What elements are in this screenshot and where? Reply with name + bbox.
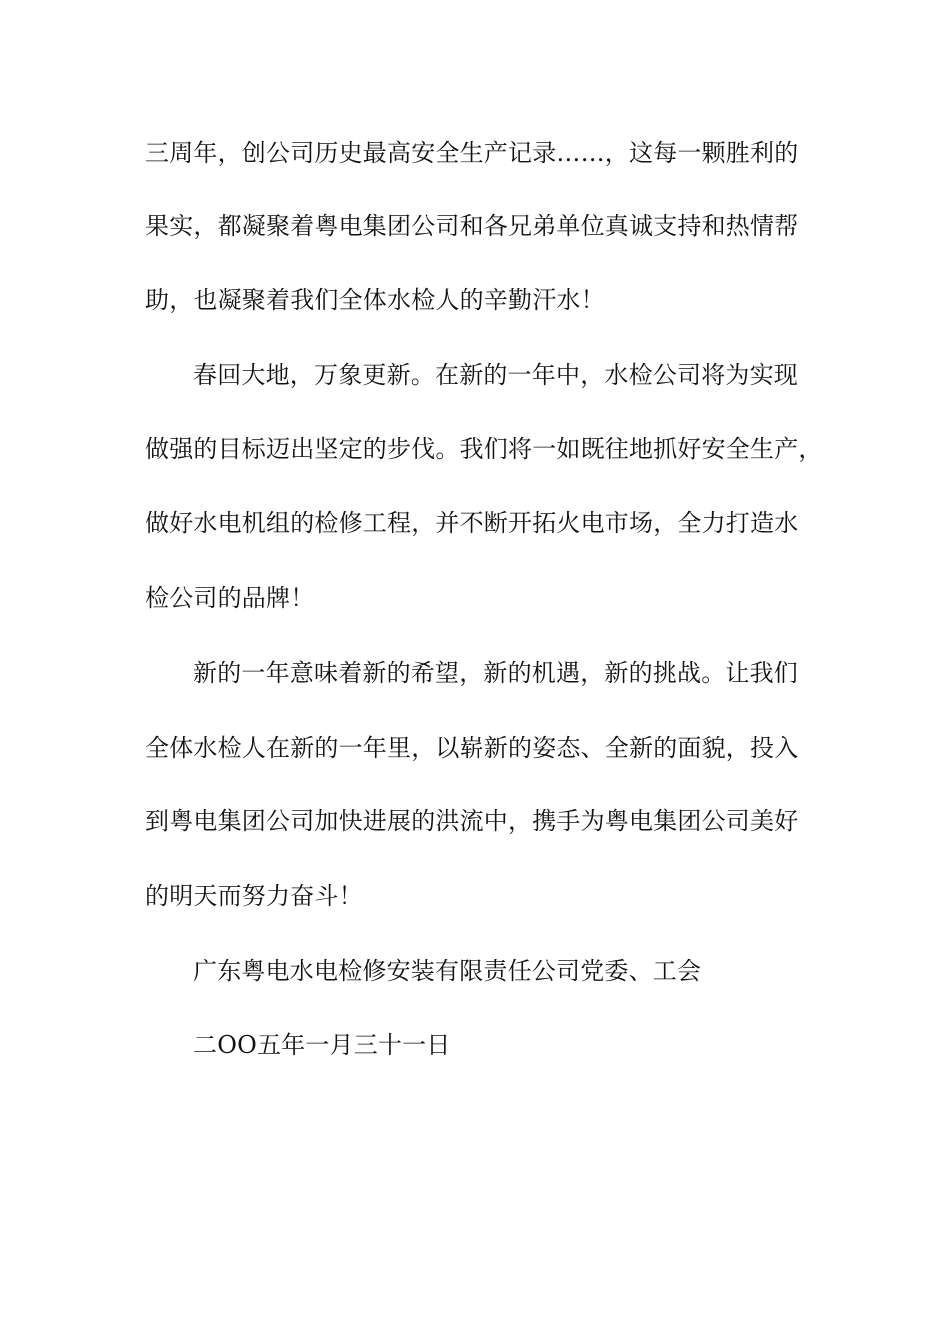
paragraph-2-line-1: 春回大地，万象更新。在新的一年中，水检公司将为实现	[193, 361, 798, 389]
paragraph-2-line-4: 检公司的品牌！	[145, 584, 315, 612]
paragraph-3-line-1: 新的一年意味着新的希望，新的机遇，新的挑战。让我们	[193, 659, 798, 687]
paragraph-1-line-3: 助，也凝聚着我们全体水检人的辛勤汗水！	[145, 286, 605, 314]
date: 二OO五年一月三十一日	[193, 1031, 451, 1059]
paragraph-3-line-2: 全体水检人在新的一年里，以崭新的姿态、全新的面貌，投入	[145, 734, 799, 762]
signature: 广东粤电水电检修安装有限责任公司党委、工会	[193, 957, 702, 985]
paragraph-1-line-2: 果实，都凝聚着粤电集团公司和各兄弟单位真诚支持和热情帮	[145, 212, 799, 240]
paragraph-2-line-2: 做强的目标迈出坚定的步伐。我们将一如既往地抓好安全生产，	[145, 435, 823, 463]
paragraph-2-line-3: 做好水电机组的检修工程，并不断开拓火电市场，全力打造水	[145, 509, 799, 537]
paragraph-3-line-3: 到粤电集团公司加快进展的洪流中，携手为粤电集团公司美好	[145, 807, 799, 835]
paragraph-3-line-4: 的明天而努力奋斗！	[145, 882, 363, 910]
paragraph-1-line-1: 三周年，创公司历史最高安全生产记录……，这每一颗胜利的	[145, 139, 799, 167]
